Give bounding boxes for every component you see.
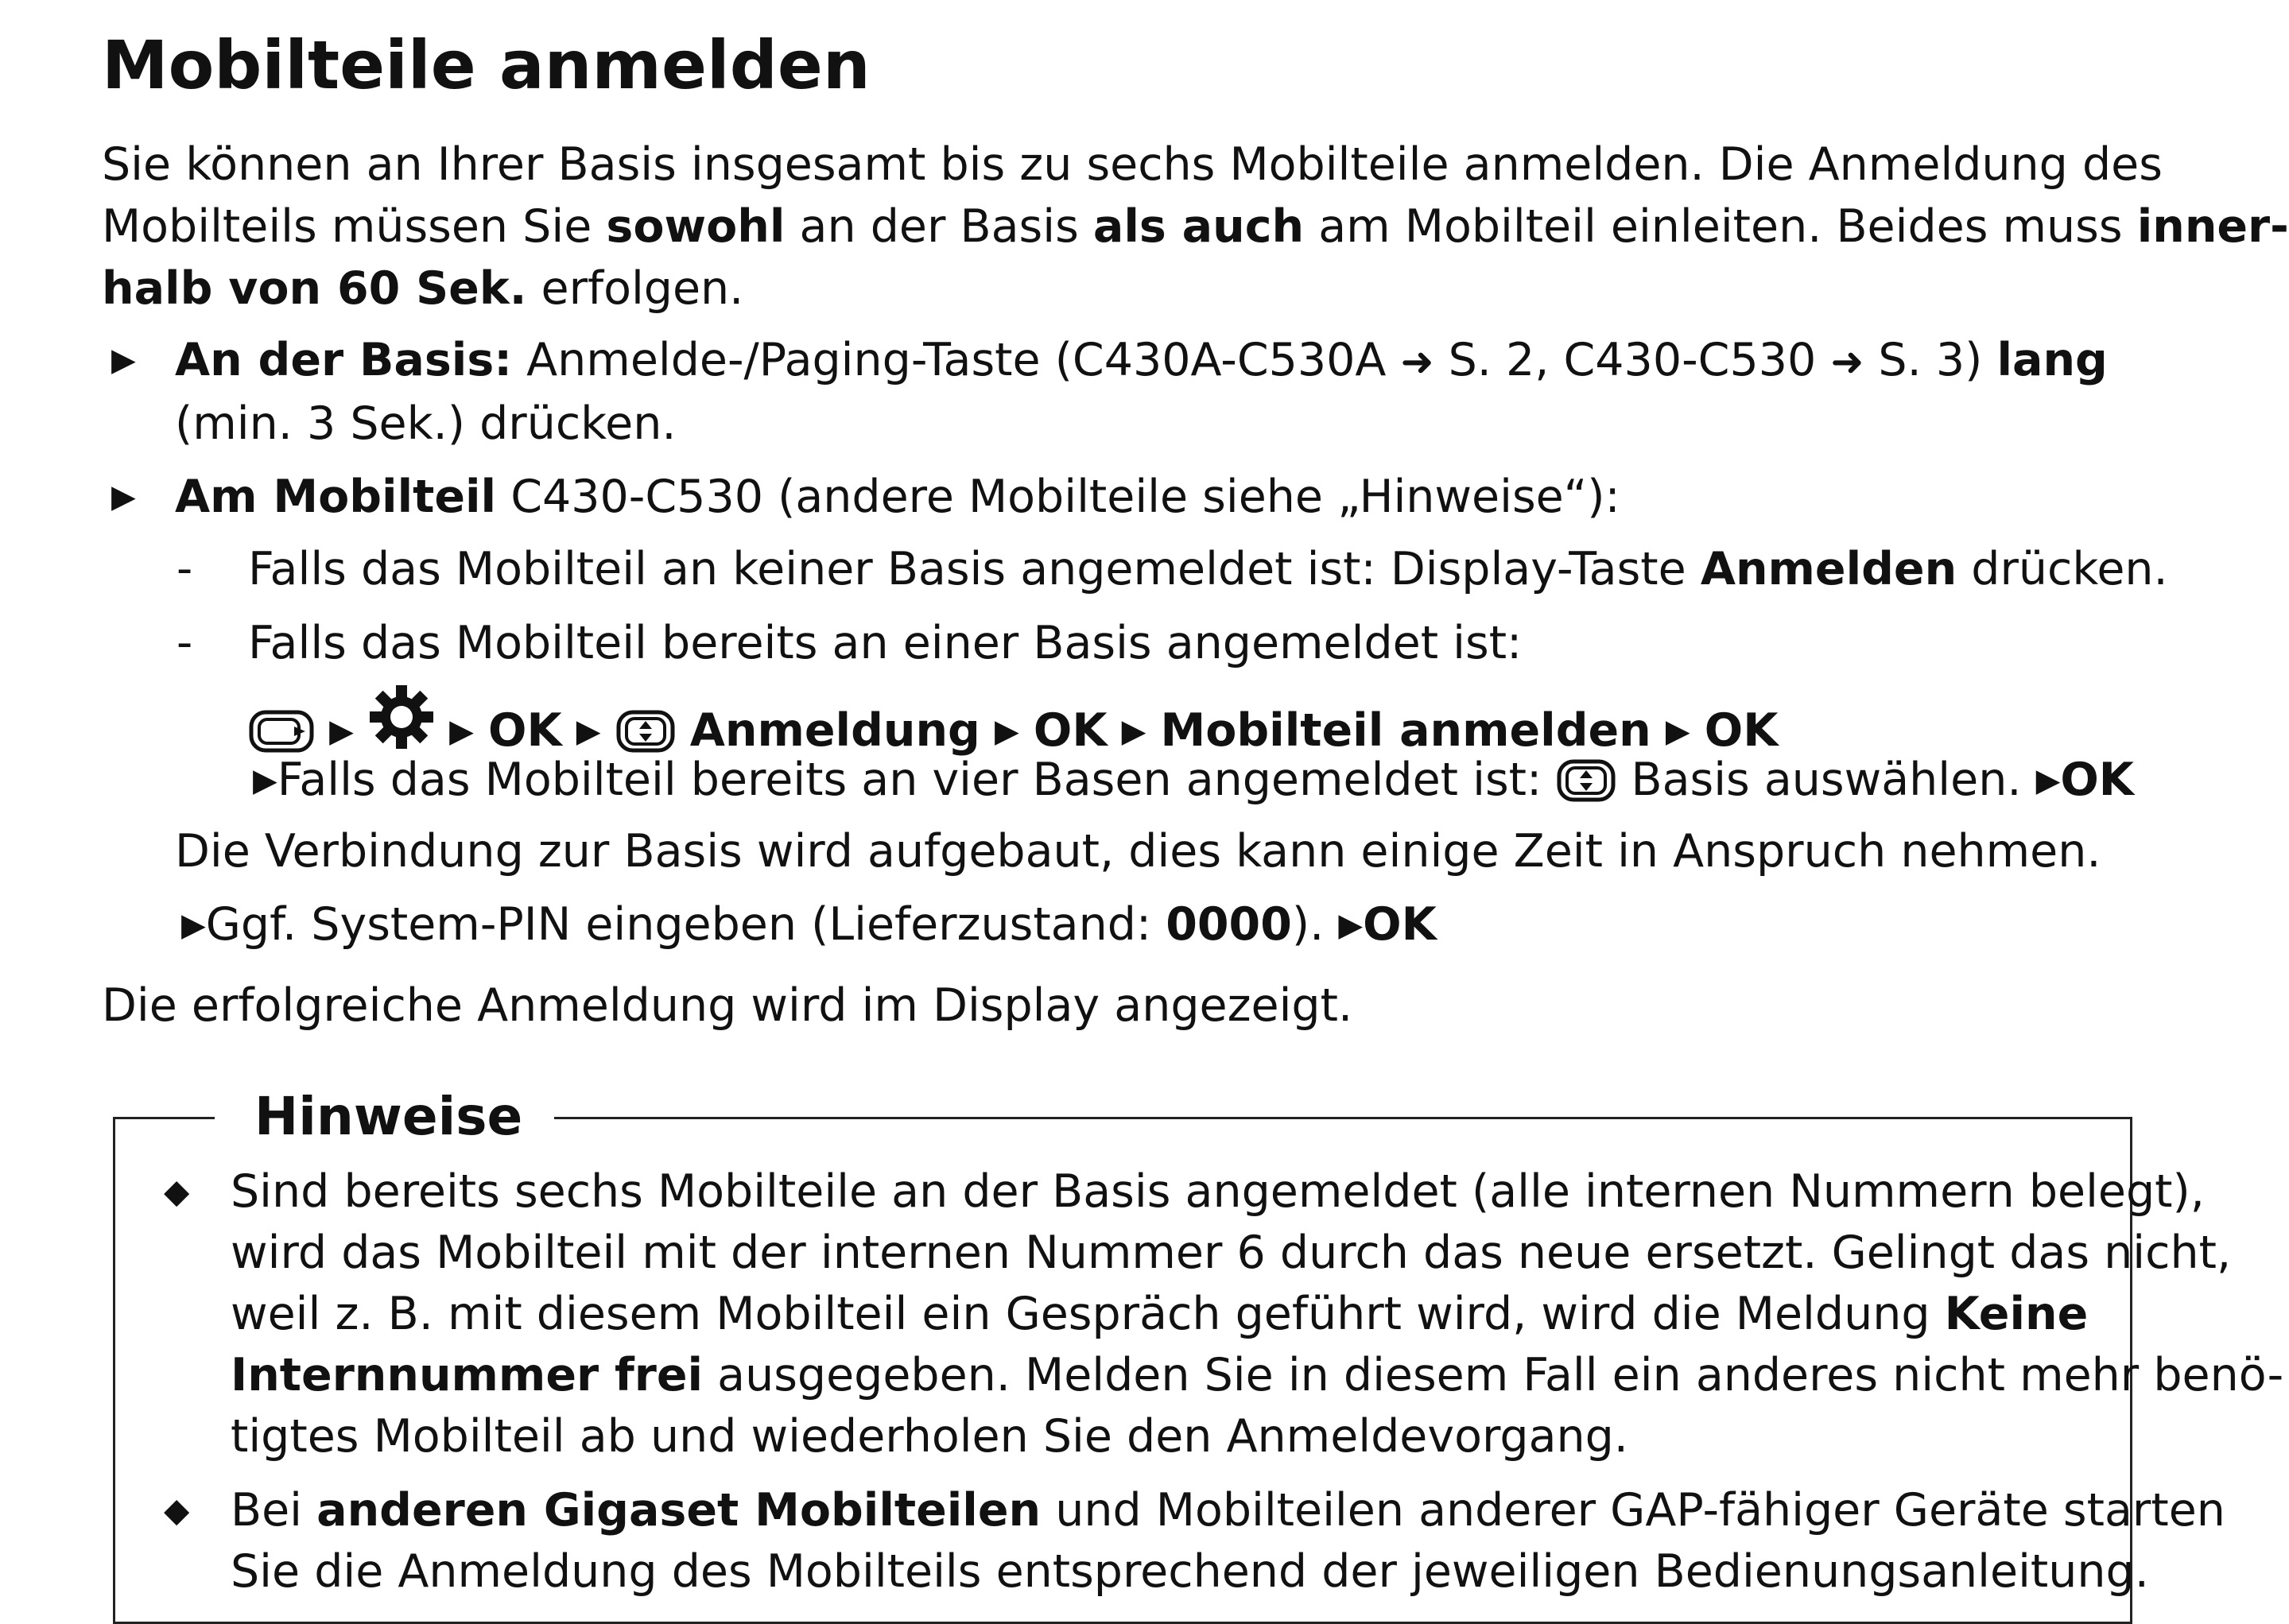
substep-not-registered: Falls das Mobilteil an keiner Basis angemeldet ist: Display-Taste Anmelden drücken. [248, 543, 2168, 595]
arrow-right-icon: ➜ [1830, 339, 1864, 385]
step-base-line-2: (min. 3 Sek.) drücken. [175, 397, 677, 450]
path-separator-icon: ▶ [994, 713, 1019, 750]
arrow-right-icon: ➜ [1400, 339, 1434, 385]
note-1-line-4: Internnummer frei ausgegeben. Melden Sie in diesem Fall ein anderes nicht mehr benö- [231, 1349, 2284, 1401]
path-separator-icon: ▶ [576, 713, 601, 750]
note-1-line-1: Sind bereits sechs Mobilteile an der Basis angemeldet (alle internen Nummern belegt), [231, 1165, 2205, 1218]
triangle-bullet-icon: ▶ [253, 762, 277, 799]
path-separator-icon: ▶ [1665, 713, 1690, 750]
page-title: Mobilteile anmelden [102, 26, 871, 104]
pin-step: ▶Ggf. System-PIN eingeben (Lieferzustand: 0000). ▶OK [181, 893, 1437, 960]
triangle-bullet-icon: ▶ [111, 342, 136, 378]
dash-bullet: - [177, 617, 193, 669]
path-separator-icon: ▶ [1338, 907, 1364, 944]
navigation-key-icon [1556, 757, 1616, 819]
success-text: Die erfolgreiche Anmeldung wird im Display angezeigt. [102, 979, 1353, 1032]
note-1-line-3: weil z. B. mit diesem Mobilteil ein Gespräch geführt wird, wird die Meldung Keine [231, 1288, 2089, 1340]
note-2-line-1: Bei anderen Gigaset Mobilteilen und Mobilteilen anderer GAP-fähiger Geräte starten [231, 1484, 2225, 1537]
path-separator-icon: ▶ [449, 713, 474, 750]
substep-already-registered: Falls das Mobilteil bereits an einer Basis angemeldet ist: [248, 617, 1523, 669]
path-separator-icon: ▶ [329, 713, 354, 750]
step-handset-line: Am Mobilteil C430-C530 (andere Mobilteile siehe „Hinweise“): [175, 471, 1620, 523]
substep-four-bases: ▶Falls das Mobilteil bereits an vier Basen angemeldet ist: Basis auswählen. ▶OK [253, 749, 2134, 819]
intro-line-3: halb von 60 Sek. erfolgen. [102, 262, 744, 315]
note-1-line-2: wird das Mobilteil mit der internen Nummer 6 durch das neue ersetzt. Gelingt das nicht, [231, 1227, 2232, 1279]
intro-line-1: Sie können an Ihrer Basis insgesamt bis zu sechs Mobilteile anmelden. Die Anmeldung des [102, 138, 2163, 191]
connection-text: Die Verbindung zur Basis wird aufgebaut, dies kann einige Zeit in Anspruch nehmen. [175, 825, 2101, 878]
note-1-line-5: tigtes Mobilteil ab und wiederholen Sie den Anmeldevorgang. [231, 1410, 1628, 1463]
note-2-line-2: Sie die Anmeldung des Mobilteils entsprechend der jeweiligen Bedienungsanleitung. [231, 1545, 2149, 1598]
path-separator-icon: ▶ [1121, 713, 1146, 750]
triangle-bullet-icon: ▶ [181, 907, 206, 944]
menu-path: ▶ ▶ OK ▶ Anmeldung ▶ OK ▶ Mobilteil anmelden ▶ OK [248, 684, 1778, 769]
step-base-line-1: An der Basis: Anmelde-/Paging-Taste (C430A-C530A ➜ S. 2, C430-C530 ➜ S. 3) lang [175, 334, 2108, 386]
diamond-bullet-icon: ◆ [164, 1490, 190, 1529]
notes-title: Hinweise [215, 1079, 554, 1155]
diamond-bullet-icon: ◆ [164, 1172, 190, 1211]
path-separator-icon: ▶ [2035, 762, 2061, 799]
triangle-bullet-icon: ▶ [111, 479, 136, 515]
dash-bullet: - [177, 543, 193, 595]
intro-line-2: Mobilteils müssen Sie sowohl an der Basis als auch am Mobilteil einleiten. Beides muss inner- [102, 200, 2289, 253]
